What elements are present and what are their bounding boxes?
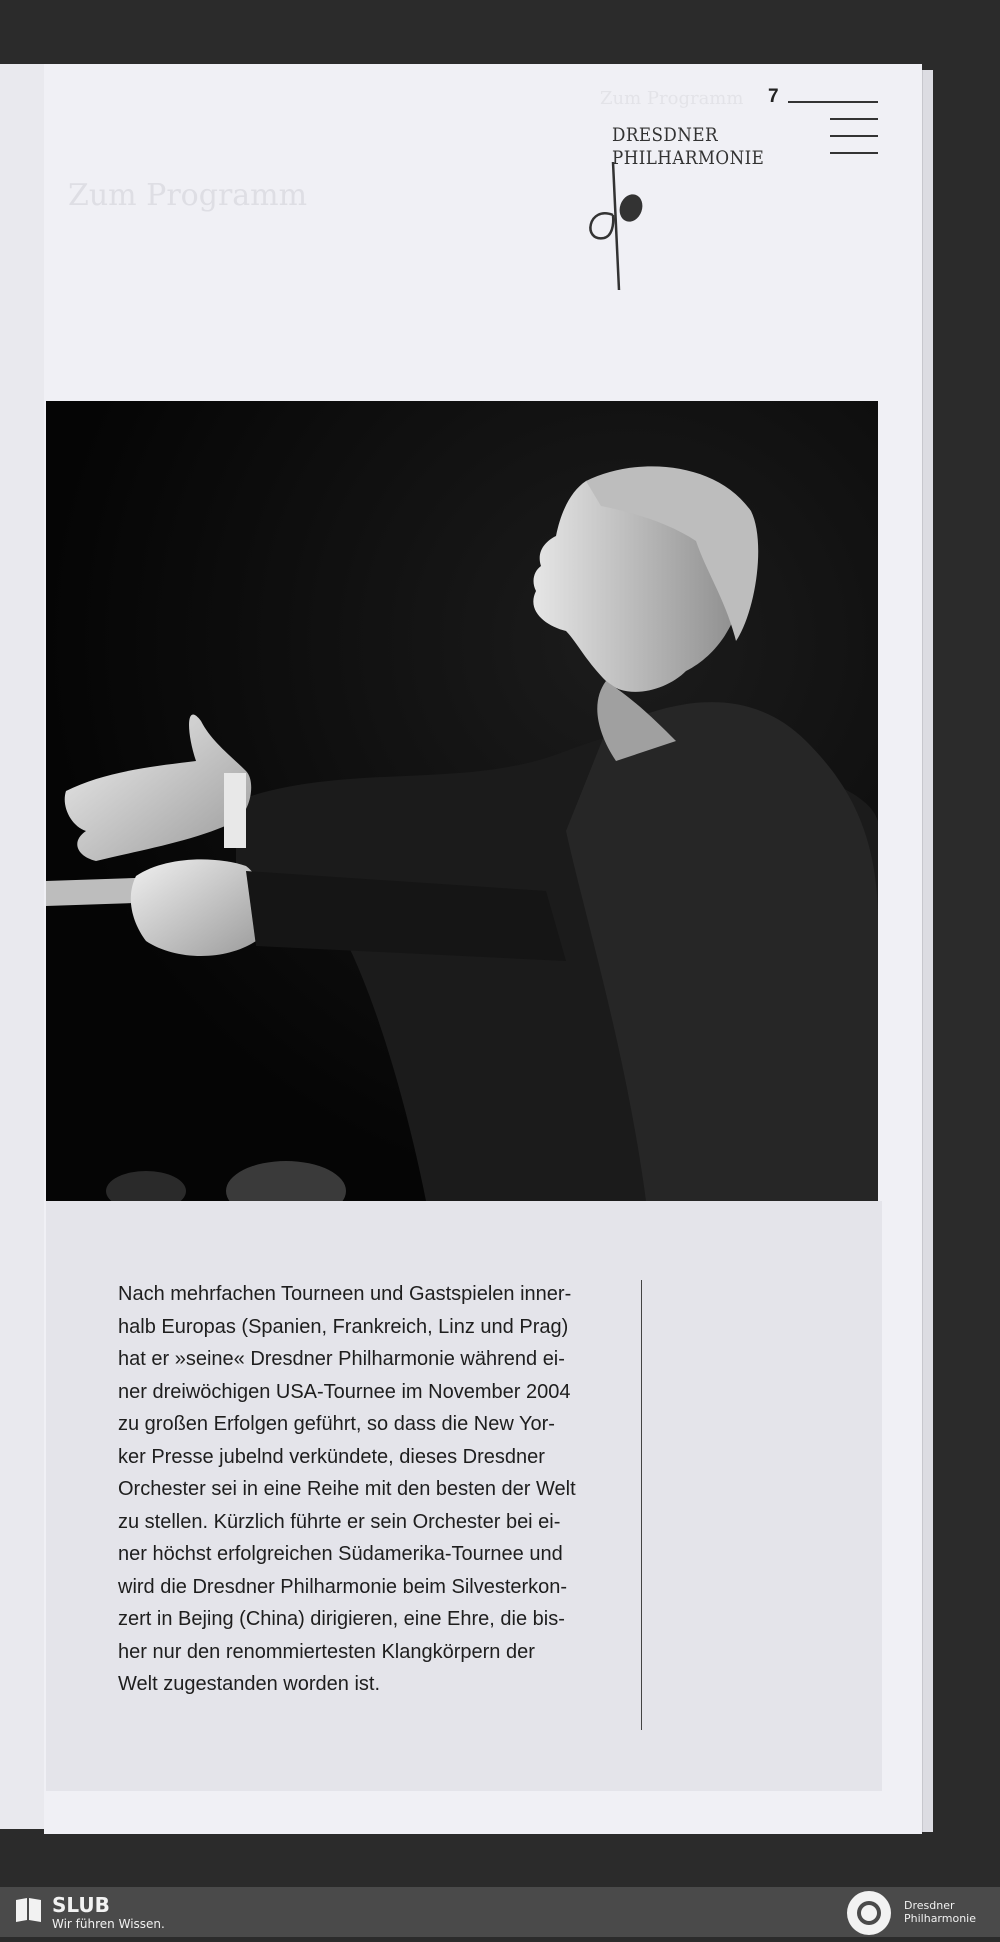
- article-line: Orchester sei in eine Reihe mit den besten der Welt: [118, 1478, 576, 1500]
- article-line: her nur den renommiertesten Klangkörpern der: [118, 1640, 535, 1663]
- partner-line-2: Philharmonie: [904, 1912, 976, 1925]
- logo-line-1: DRESDNER: [612, 124, 719, 146]
- conductor-photo: [46, 401, 878, 1201]
- page-edge: [922, 70, 933, 1832]
- article-line: zu stellen. Kürzlich führte er sein Orchester bei ei-: [118, 1510, 561, 1533]
- slub-logo-text[interactable]: SLUB: [52, 1893, 110, 1917]
- article-body: [118, 1278, 621, 1701]
- article-line: zu großen Erfolgen geführt, so dass die New Yor-: [118, 1413, 555, 1435]
- article-line: ner höchst erfolgreichen Südamerika-Tournee und: [118, 1543, 563, 1565]
- article-line: zert in Bejing (China) dirigieren, eine Ehre, die bis-: [118, 1608, 565, 1630]
- ghost-title: Zum Programm: [68, 178, 308, 213]
- ghost-running-head: Zum Programm: [600, 88, 744, 109]
- logo-line-2: PHILHARMONIE: [612, 147, 765, 169]
- logo-wordmark: [612, 124, 764, 170]
- philharmonie-badge-icon[interactable]: [842, 1889, 896, 1942]
- column-rule: [641, 1280, 642, 1730]
- article-line: wird die Dresdner Philharmonie beim Silvesterkon-: [118, 1575, 568, 1598]
- header-rule-lines: [830, 101, 878, 169]
- slub-slogan: Wir führen Wissen.: [52, 1917, 165, 1931]
- partner-logo-text[interactable]: [904, 1899, 976, 1925]
- slub-book-icon[interactable]: [14, 1896, 44, 1929]
- facing-page-edge: [0, 64, 45, 1829]
- partner-line-1: Dresdner: [904, 1899, 955, 1912]
- page-number: 7: [768, 86, 779, 107]
- article-line: ner dreiwöchigen USA-Tournee im November 2004: [118, 1380, 571, 1403]
- article-line: ker Presse jubelnd verkündete, dieses Dresdner: [118, 1445, 545, 1468]
- article-line: Nach mehrfachen Tourneen und Gastspielen inner-: [118, 1283, 572, 1305]
- article-line: hat er »seine« Dresdner Philharmonie während ei-: [118, 1348, 565, 1370]
- article-line: halb Europas (Spanien, Frankreich, Linz und Prag): [118, 1315, 569, 1338]
- article-line: Welt zugestanden worden ist.: [118, 1673, 381, 1695]
